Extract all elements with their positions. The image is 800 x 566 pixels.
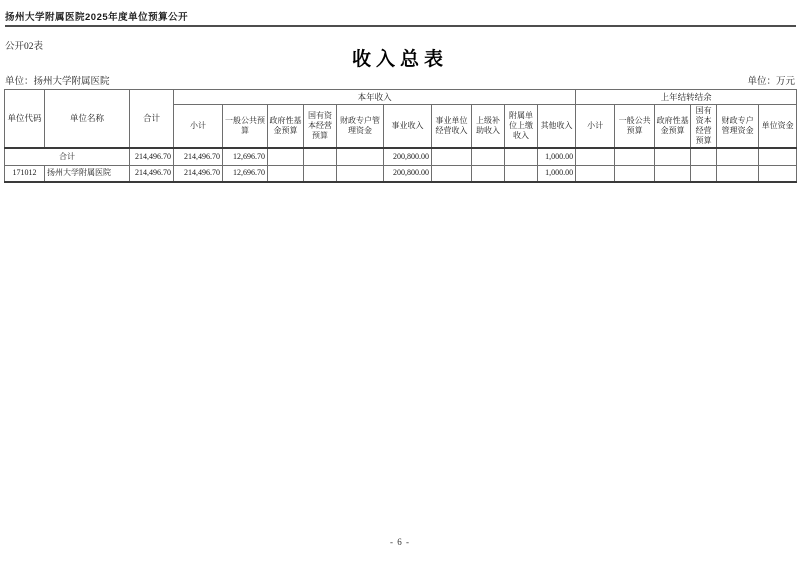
col-group-prior-year-carryover: 上年结转结余 xyxy=(576,90,797,105)
unit-currency-label: 单位：万元 xyxy=(747,77,795,87)
table-sheet-label: 公开02表 xyxy=(5,42,44,52)
data-cell: 214,496.70 xyxy=(174,148,223,165)
col-header-co-unit-funds: 单位资金 xyxy=(759,105,797,149)
col-header-unit-code: 单位代码 xyxy=(5,90,45,149)
data-cell: 214,496.70 xyxy=(130,148,174,165)
col-header-cy-other-income: 其他收入 xyxy=(538,105,576,149)
data-cell xyxy=(759,148,797,165)
col-header-co-state-capital-budget: 国有资本经营预算 xyxy=(691,105,717,149)
data-cell xyxy=(691,165,717,182)
data-cell xyxy=(615,165,655,182)
data-cell xyxy=(576,165,615,182)
unit-name-label: 单位：扬州大学附属医院 xyxy=(5,77,110,87)
table-row-unit xyxy=(5,165,797,182)
data-cell xyxy=(717,165,759,182)
table-row-grand-total xyxy=(5,148,797,165)
data-cell xyxy=(655,165,691,182)
data-cell xyxy=(472,165,505,182)
col-header-cy-superior-subsidy: 上级补助收入 xyxy=(472,105,505,149)
col-header-co-govt-fund-budget: 政府性基金预算 xyxy=(655,105,691,149)
data-cell xyxy=(717,148,759,165)
data-cell: 214,496.70 xyxy=(174,165,223,182)
document-header-title: 扬州大学附属医院2025年度单位预算公开 xyxy=(5,12,189,23)
col-header-co-subtotal: 小计 xyxy=(576,105,615,149)
col-group-current-year-income: 本年收入 xyxy=(174,90,576,105)
data-cell: 200,800.00 xyxy=(384,165,432,182)
data-cell xyxy=(505,148,538,165)
col-header-unit-name: 单位名称 xyxy=(45,90,130,149)
data-cell: 12,696.70 xyxy=(223,165,268,182)
unit-info-row xyxy=(5,73,795,87)
col-header-co-fiscal-special-account: 财政专户管理资金 xyxy=(717,105,759,149)
col-header-cy-subtotal: 小计 xyxy=(174,105,223,149)
data-cell xyxy=(268,148,304,165)
data-cell xyxy=(691,148,717,165)
data-cell xyxy=(432,165,472,182)
data-cell xyxy=(337,165,384,182)
unit-name-cell: 扬州大学附属医院 xyxy=(45,165,130,182)
data-cell xyxy=(268,165,304,182)
data-cell xyxy=(655,148,691,165)
data-cell: 1,000.00 xyxy=(538,148,576,165)
data-cell xyxy=(759,165,797,182)
unit-code-cell: 171012 xyxy=(5,165,45,182)
data-cell xyxy=(432,148,472,165)
page-title: 收入总表 xyxy=(351,49,448,70)
data-cell xyxy=(505,165,538,182)
col-header-cy-govt-fund-budget: 政府性基金预算 xyxy=(268,105,304,149)
data-cell: 1,000.00 xyxy=(538,165,576,182)
data-cell xyxy=(337,148,384,165)
col-header-cy-affiliate-remittance: 附属单位上缴收入 xyxy=(505,105,538,149)
col-header-total: 合计 xyxy=(130,90,174,149)
data-cell: 200,800.00 xyxy=(384,148,432,165)
col-header-cy-operating-income: 事业单位经营收入 xyxy=(432,105,472,149)
col-header-cy-fiscal-special-account: 财政专户管理资金 xyxy=(337,105,384,149)
col-header-cy-business-income: 事业收入 xyxy=(384,105,432,149)
header-divider xyxy=(5,25,796,27)
document-header xyxy=(5,9,188,23)
data-cell: 12,696.70 xyxy=(223,148,268,165)
col-header-cy-state-capital-budget: 国有资本经营预算 xyxy=(304,105,337,149)
page-number: - 6 - xyxy=(390,537,410,547)
data-cell xyxy=(615,148,655,165)
row-label-total: 合计 xyxy=(5,148,130,165)
col-header-co-general-public-budget: 一般公共预算 xyxy=(615,105,655,149)
data-cell xyxy=(304,165,337,182)
col-header-cy-general-public-budget: 一般公共预算 xyxy=(223,105,268,149)
data-cell xyxy=(576,148,615,165)
data-cell xyxy=(304,148,337,165)
income-summary-table xyxy=(4,89,797,183)
data-cell xyxy=(472,148,505,165)
data-cell: 214,496.70 xyxy=(130,165,174,182)
